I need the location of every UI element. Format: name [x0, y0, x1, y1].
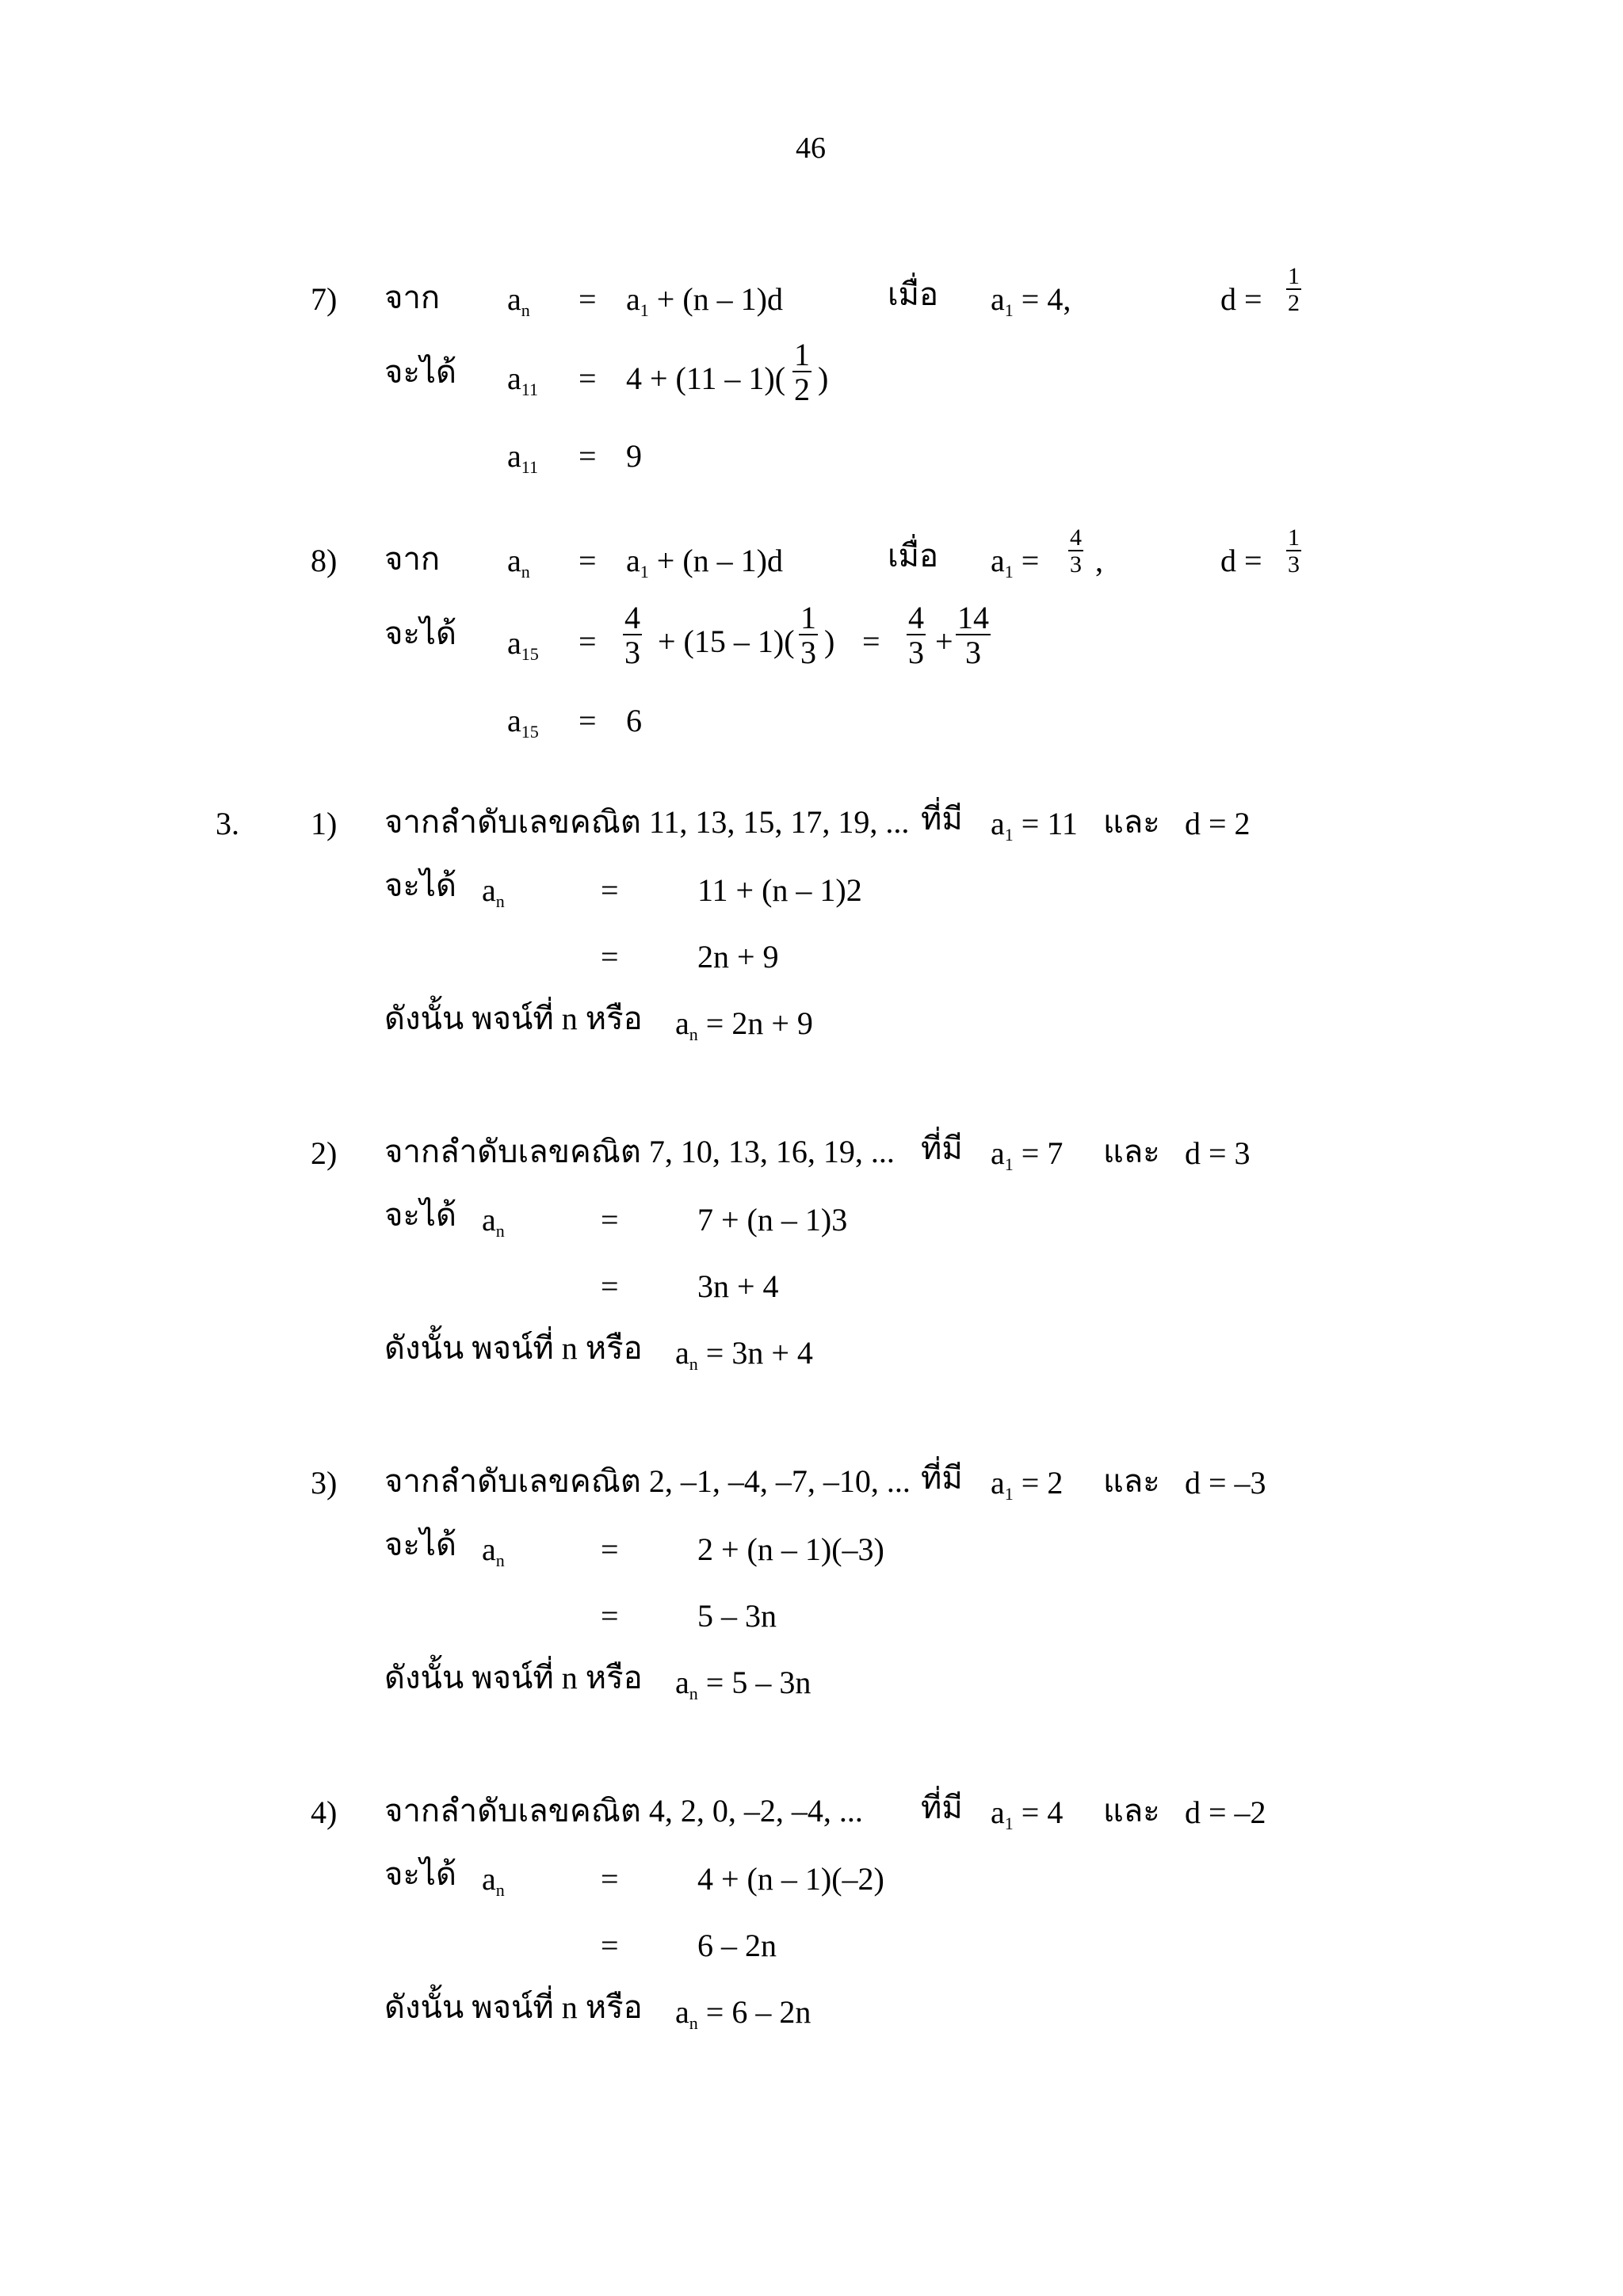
item-number: 7)	[311, 281, 338, 317]
final-answer: $a_n = 5 - 3n$	[675, 1665, 812, 1703]
conclusion: ดังนั้น พจน์ที่ n หรือ	[384, 1330, 643, 1366]
sequence-statement: จากลำดับเลขคณิต 2, –1, –4, –7, –10, ...	[384, 1463, 911, 1499]
an-label: $a_n$	[482, 1202, 505, 1241]
expression: 11 + (n – 1)2	[697, 872, 862, 908]
where-label: ที่มี	[921, 1790, 963, 1825]
d-fraction: $\frac{1}{3}$	[1288, 524, 1300, 578]
sequence-statement: จากลำดับเลขคณิต 7, 10, 13, 16, 19, ...	[384, 1134, 895, 1169]
and-label: และ	[1103, 1463, 1160, 1499]
conclusion: ดังนั้น พจน์ที่ n หรือ	[384, 1660, 643, 1695]
a1-value: $a_1 = 4$,	[991, 281, 1071, 320]
equals: =	[601, 1928, 619, 1963]
an-label: $a_n$	[482, 872, 505, 911]
expression: 2 + (n – 1)(–3)	[697, 1531, 884, 1567]
get-label: จะได้	[384, 616, 457, 651]
equals: =	[579, 624, 597, 659]
result: 9	[626, 438, 642, 474]
d-fraction: $\frac{1}{2}$	[1288, 263, 1300, 316]
page-number: 46	[796, 132, 826, 165]
equals: =	[579, 360, 597, 396]
lhs: $a_{15}$	[507, 703, 539, 742]
simplified: 5 – 3n	[697, 1598, 777, 1634]
a1-value: $a_1 = 4$	[991, 1794, 1064, 1833]
equals: =	[601, 1861, 619, 1897]
equals: =	[601, 939, 619, 974]
simplified: 6 – 2n	[697, 1928, 777, 1963]
get-label: จะได้	[384, 1197, 457, 1233]
d-value: d = –2	[1185, 1794, 1266, 1830]
get-label: จะได้	[384, 354, 457, 390]
item-number: 8)	[311, 543, 338, 578]
final-answer: $a_n = 3n + 4$	[675, 1335, 813, 1374]
conclusion: ดังนั้น พจน์ที่ n หรือ	[384, 1001, 643, 1036]
where-label: ที่มี	[921, 801, 963, 837]
a1-value: $a_1 = 2$	[991, 1465, 1064, 1504]
conclusion: ดังนั้น พจน์ที่ n หรือ	[384, 1989, 643, 2025]
section-number: 3.	[216, 806, 239, 841]
get-label: จะได้	[384, 868, 457, 903]
and-label: และ	[1103, 1793, 1160, 1829]
equals: =	[601, 1598, 619, 1634]
final-answer: $a_n = 6 - 2n$	[675, 1994, 812, 2033]
fraction: $\frac{1}{3}$	[800, 600, 816, 670]
item-number: 2)	[311, 1135, 338, 1171]
equals: =	[601, 1531, 619, 1567]
fraction: $\frac{14}{3}$	[957, 600, 989, 670]
equals: =	[601, 1202, 619, 1238]
get-label: จะได้	[384, 1856, 457, 1892]
lhs: $a_n$	[507, 543, 530, 582]
fraction: $\frac{4}{3}$	[624, 600, 640, 670]
from-label: จาก	[384, 541, 441, 577]
d-value: d = 3	[1185, 1135, 1251, 1171]
a1-fraction: $\frac{4}{3}$	[1070, 524, 1082, 578]
formula: $a_1 + (n - 1)d$	[626, 543, 783, 582]
equals: =	[579, 281, 597, 317]
sequence-statement: จากลำดับเลขคณิต 4, 2, 0, –2, –4, ...	[384, 1793, 863, 1829]
close-paren: )	[818, 360, 829, 396]
from-label: จาก	[384, 280, 441, 315]
item-number: 4)	[311, 1794, 338, 1830]
expression: 7 + (n – 1)3	[697, 1202, 848, 1238]
simplified: 2n + 9	[697, 939, 779, 974]
expression: 4 + (n – 1)(–2)	[697, 1861, 884, 1897]
final-answer: $a_n = 2n + 9$	[675, 1005, 813, 1044]
close-paren: )	[824, 624, 835, 659]
equals: =	[579, 438, 597, 474]
a1-value: $a_1 = 7$	[991, 1135, 1064, 1174]
get-label: จะได้	[384, 1527, 457, 1562]
an-label: $a_n$	[482, 1861, 505, 1900]
an-label: $a_n$	[482, 1531, 505, 1570]
lhs: $a_{15}$	[507, 625, 539, 664]
equals: =	[601, 872, 619, 908]
fraction: $\frac{1}{2}$	[794, 337, 810, 407]
when-label: เมื่อ	[888, 538, 939, 574]
equals: =	[579, 543, 597, 578]
and-label: และ	[1103, 1134, 1160, 1169]
a1-value: $a_1 = 11$	[991, 806, 1078, 845]
and-label: และ	[1103, 804, 1160, 840]
d-label: d =	[1220, 281, 1262, 317]
expression: + (15 – 1)(	[658, 624, 795, 659]
item-number: 3)	[311, 1465, 338, 1501]
expression: 4 + (11 – 1)(	[626, 360, 786, 396]
when-label: เมื่อ	[888, 277, 939, 312]
d-value: d = 2	[1185, 806, 1251, 841]
d-label: d =	[1220, 543, 1262, 578]
where-label: ที่มี	[921, 1131, 963, 1166]
sequence-statement: จากลำดับเลขคณิต 11, 13, 15, 17, 19, ...	[384, 804, 910, 840]
plus: +	[935, 624, 953, 659]
simplified: 3n + 4	[697, 1268, 779, 1304]
item-number: 1)	[311, 806, 338, 841]
lhs: $a_n$	[507, 281, 530, 320]
comma: ,	[1095, 543, 1103, 578]
equals: =	[862, 624, 880, 659]
lhs: $a_{11}$	[507, 438, 538, 477]
equals: =	[579, 703, 597, 738]
where-label: ที่มี	[921, 1460, 963, 1496]
lhs: $a_{11}$	[507, 360, 538, 399]
a1-label: $a_1$ =	[991, 543, 1040, 582]
fraction: $\frac{4}{3}$	[908, 600, 924, 670]
formula: $a_1 + (n - 1)d$	[626, 281, 783, 320]
result: 6	[626, 703, 642, 738]
equals: =	[601, 1268, 619, 1304]
d-value: d = –3	[1185, 1465, 1266, 1501]
